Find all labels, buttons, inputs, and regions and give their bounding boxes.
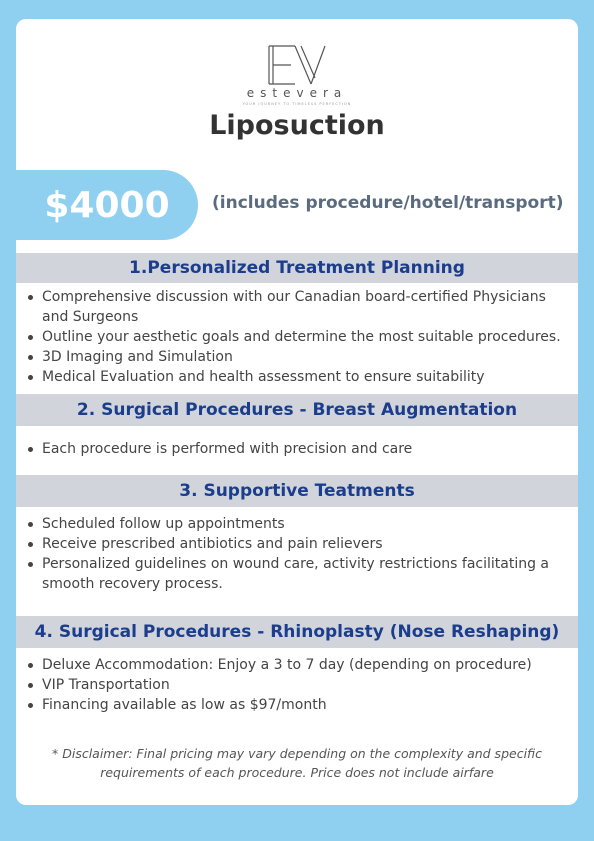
section-list	[24, 514, 574, 594]
list-item: Personalized guidelines on wound care, activity restrictions facilitating a smooth recovery process.	[24, 554, 574, 594]
section-heading: 1.Personalized Treatment Planning	[16, 253, 578, 283]
brand-tagline: YOUR JOURNEY TO TIMELESS PERFECTION	[242, 102, 352, 106]
list-item: 3D Imaging and Simulation	[24, 347, 574, 367]
section-list	[24, 439, 574, 459]
ev-monogram-icon	[265, 44, 329, 86]
section-list	[24, 287, 574, 387]
list-item: Deluxe Accommodation: Enjoy a 3 to 7 day (depending on procedure)	[24, 655, 574, 675]
list-item: Comprehensive discussion with our Canadian board-certified Physicians and Surgeons	[24, 287, 574, 327]
section-heading: 4. Surgical Procedures - Rhinoplasty (Nose Reshaping)	[16, 616, 578, 648]
list-item: VIP Transportation	[24, 675, 574, 695]
page-title: Liposuction	[209, 110, 385, 141]
section-heading: 3. Supportive Teatments	[16, 475, 578, 507]
section-list	[24, 655, 574, 715]
list-item: Financing available as low as $97/month	[24, 695, 574, 715]
list-item: Receive prescribed antibiotics and pain relievers	[24, 534, 574, 554]
list-item: Each procedure is performed with precision and care	[24, 439, 574, 459]
price-badge	[16, 170, 198, 240]
list-item: Scheduled follow up appointments	[24, 514, 574, 534]
price-amount: $4000	[44, 184, 170, 226]
price-note: (includes procedure/hotel/transport)	[212, 193, 564, 213]
section-heading: 2. Surgical Procedures - Breast Augmentation	[16, 394, 578, 426]
list-item: Outline your aesthetic goals and determine the most suitable procedures.	[24, 327, 574, 347]
brand-name: estevera	[246, 86, 348, 100]
disclaimer: * Disclaimer: Final pricing may vary depending on the complexity and specific requirements of each procedure. Price does not include airfare	[52, 746, 542, 780]
logo	[0, 44, 594, 86]
list-item: Medical Evaluation and health assessment to ensure suitability	[24, 367, 574, 387]
